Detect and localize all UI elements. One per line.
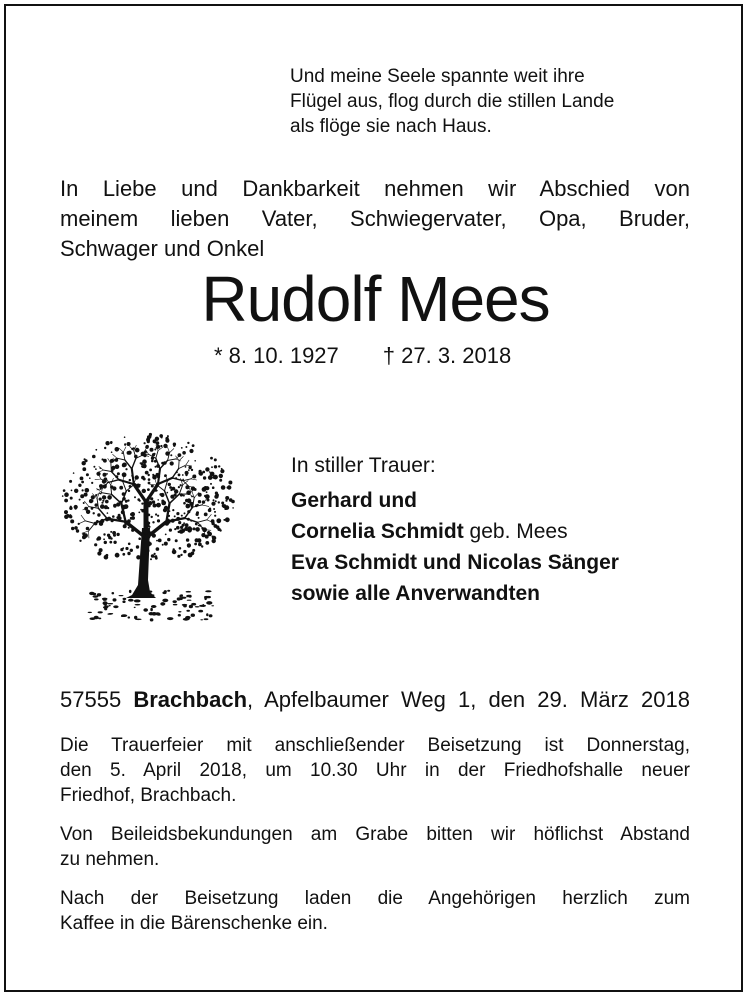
coffee-line: Nach der Beisetzung laden die Angehörigen herzlich zum bbox=[60, 888, 690, 909]
funeral-info bbox=[60, 733, 690, 808]
mourner-name: sowie alle Anverwandten bbox=[291, 582, 540, 605]
mourner-name: Cornelia Schmidt bbox=[291, 520, 464, 543]
poem-line: Und meine Seele spannte weit ihre bbox=[290, 66, 585, 87]
birth-date: * 8. 10. 1927 bbox=[214, 343, 339, 368]
tree-icon bbox=[58, 420, 238, 625]
coffee-invitation bbox=[60, 886, 690, 936]
mourners-intro: In stiller Trauer: bbox=[291, 454, 436, 477]
address-and-date: , Apfelbaumer Weg 1, den 29. März 2018 bbox=[247, 687, 690, 712]
mourner-name: Gerhard und bbox=[291, 489, 418, 512]
poem bbox=[290, 64, 614, 139]
place-and-date bbox=[60, 685, 690, 715]
farewell-line: meinem lieben Vater, Schwiegervater, Opa, Bruder, bbox=[60, 206, 690, 231]
farewell-line: In Liebe und Dankbarkeit nehmen wir Abschied von bbox=[60, 176, 690, 201]
farewell-line: Schwager und Onkel bbox=[60, 236, 265, 261]
zip-code: 57555 bbox=[60, 687, 134, 712]
mourners-block bbox=[291, 450, 619, 609]
deceased-name: Rudolf Mees bbox=[201, 263, 550, 335]
maiden-name: geb. Mees bbox=[463, 520, 568, 543]
funeral-line: Friedhof, Brachbach. bbox=[60, 785, 237, 806]
town: Brachbach bbox=[133, 687, 248, 712]
farewell-text bbox=[60, 174, 690, 264]
coffee-line: Kaffee in die Bärenschenke ein. bbox=[60, 913, 328, 934]
poem-line: Flügel aus, flog durch die stillen Lande bbox=[290, 91, 615, 112]
condolence-note bbox=[60, 822, 690, 872]
condolence-line: zu nehmen. bbox=[60, 849, 160, 870]
mourner-name: Eva Schmidt und Nicolas Sänger bbox=[291, 551, 619, 574]
death-date: † 27. 3. 2018 bbox=[382, 343, 512, 368]
condolence-line: Von Beileidsbekundungen am Grabe bitten wir höflichst Abstand bbox=[60, 824, 690, 845]
funeral-line: Die Trauerfeier mit anschließender Beisetzung ist Donnerstag, bbox=[60, 735, 690, 756]
poem-line: als flöge sie nach Haus. bbox=[290, 116, 492, 137]
life-dates bbox=[214, 342, 511, 370]
funeral-line: den 5. April 2018, um 10.30 Uhr in der Friedhofshalle neuer bbox=[60, 760, 690, 781]
